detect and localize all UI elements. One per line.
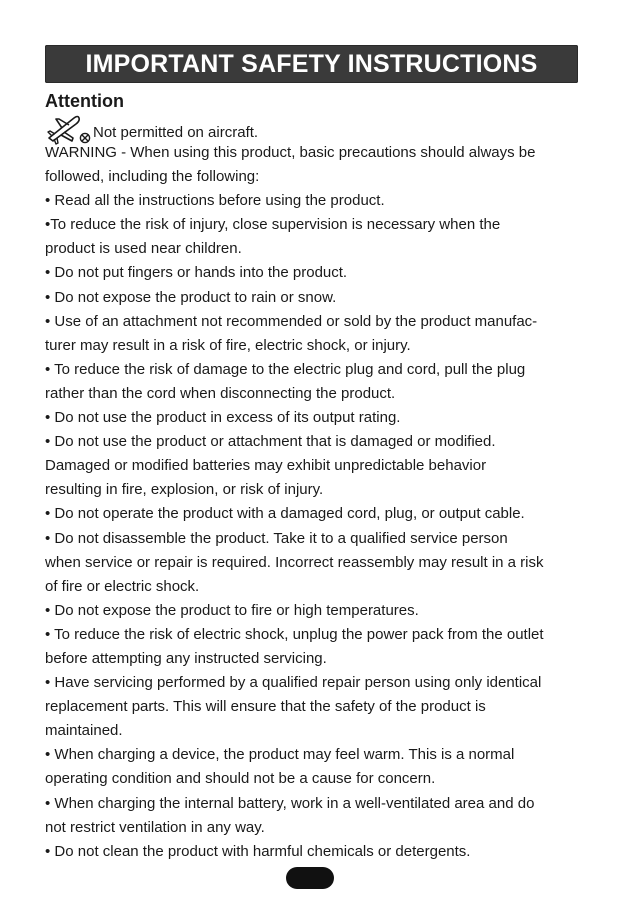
- aircraft-notice: [45, 111, 258, 145]
- instruction-line: operating condition and should not be a cause for concern.: [45, 770, 436, 788]
- instruction-line: • To reduce the risk of electric shock, unplug the power pack from the outlet: [45, 625, 544, 643]
- safety-instructions-text: [45, 141, 590, 864]
- page-title: IMPORTANT SAFETY INSTRUCTIONS: [85, 49, 538, 78]
- instruction-line: • When charging a device, the product may feel warm. This is a normal: [45, 746, 515, 764]
- attention-heading: Attention: [45, 91, 124, 111]
- instruction-line: • Have servicing performed by a qualified repair person using only identical: [45, 674, 542, 692]
- instruction-line: followed, including the following:: [45, 168, 260, 186]
- instruction-line: • To reduce the risk of damage to the electric plug and cord, pull the plug: [45, 360, 526, 378]
- instruction-line: rather than the cord when disconnecting the product.: [45, 384, 396, 402]
- instruction-line: • Do not expose the product to fire or high temperatures.: [45, 601, 419, 619]
- instruction-line: •To reduce the risk of injury, close supervision is necessary when the: [45, 216, 501, 234]
- instruction-line: resulting in fire, explosion, or risk of injury.: [45, 481, 324, 499]
- instruction-line: • Do not disassemble the product. Take it to a qualified service person: [45, 529, 508, 547]
- instruction-line: • Read all the instructions before using the product.: [45, 192, 385, 210]
- instruction-line: Damaged or modified batteries may exhibit unpredictable behavior: [45, 457, 487, 475]
- instruction-line: • Do not put fingers or hands into the product.: [45, 264, 348, 282]
- instruction-line: • Do not operate the product with a damaged cord, plug, or output cable.: [45, 505, 525, 523]
- instruction-line: replacement parts. This will ensure that the safety of the product is: [45, 698, 486, 716]
- instruction-line: when service or repair is required. Incorrect reassembly may result in a risk: [45, 553, 544, 571]
- title-banner: [45, 45, 578, 83]
- instruction-line: turer may result in a risk of fire, electric shock, or injury.: [45, 336, 411, 354]
- instruction-line: • When charging the internal battery, work in a well-ventilated area and do: [45, 794, 535, 812]
- page-number-marker: [286, 867, 334, 889]
- aircraft-warning-text: Not permitted on aircraft.: [93, 124, 259, 141]
- instruction-line: • Do not expose the product to rain or snow.: [45, 288, 337, 306]
- instruction-line: WARNING - When using this product, basic precautions should always be: [45, 144, 536, 161]
- instruction-line: before attempting any instructed servicing.: [45, 649, 327, 667]
- instruction-line: • Do not use the product in excess of its output rating.: [45, 409, 401, 427]
- instruction-line: • Do not use the product or attachment that is damaged or modified.: [45, 433, 496, 451]
- instruction-line: • Do not clean the product with harmful chemicals or detergents.: [45, 842, 471, 860]
- instruction-line: of fire or electric shock.: [45, 577, 200, 595]
- instruction-line: not restrict ventilation in any way.: [45, 818, 265, 836]
- instruction-line: • Use of an attachment not recommended or sold by the product manufac-: [45, 312, 538, 330]
- instruction-line: maintained.: [45, 722, 123, 740]
- instruction-line: product is used near children.: [45, 240, 242, 258]
